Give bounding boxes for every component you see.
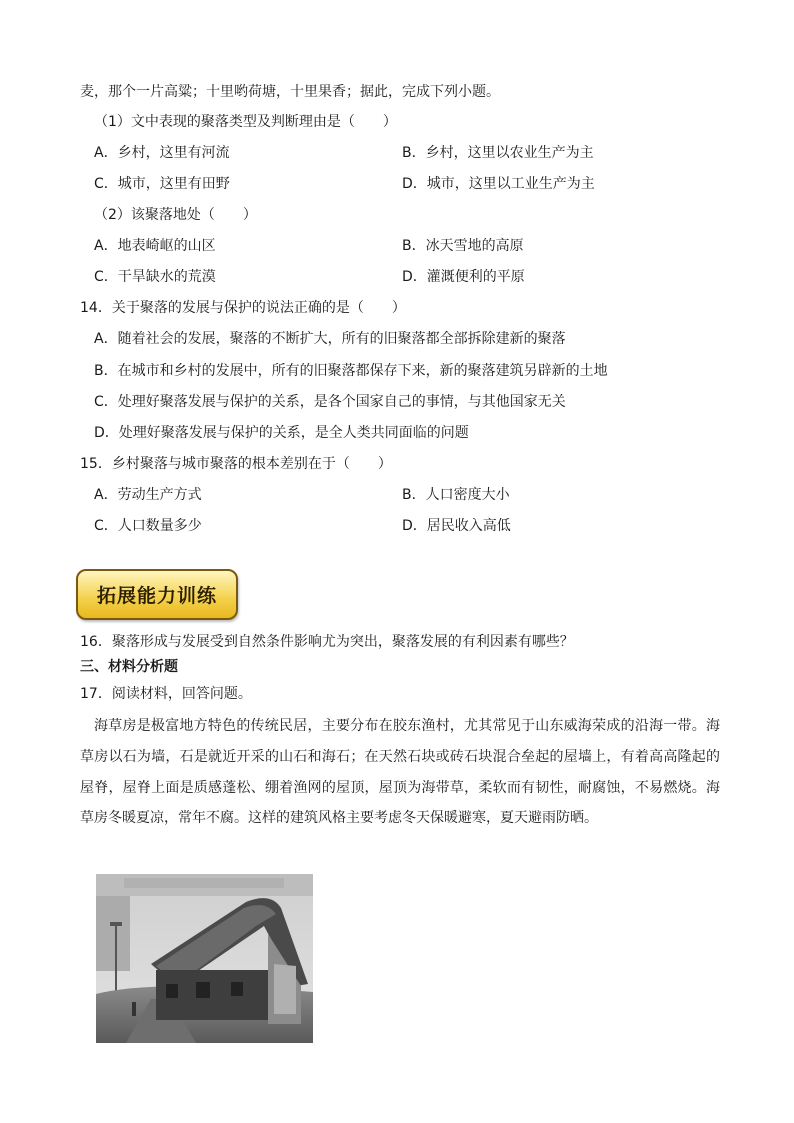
section-badge	[76, 569, 238, 620]
option-13-2-a: A．地表崎岖的山区	[94, 238, 216, 254]
option-14-d: D．处理好聚落发展与保护的关系，是全人类共同面临的问题	[94, 425, 469, 441]
option-13-1-c: C．城市，这里有田野	[94, 176, 230, 192]
seaweed-house-photo	[96, 874, 313, 1043]
question-14: 14．关于聚落的发展与保护的说法正确的是（ ）	[80, 300, 406, 316]
option-14-b: B．在城市和乡村的发展中，所有的旧聚落都保存下来，新的聚落建筑另辟新的土地	[94, 363, 608, 379]
question-15: 15．乡村聚落与城市聚落的根本差别在于（ ）	[80, 456, 392, 472]
option-14-c: C．处理好聚落发展与保护的关系，是各个国家自己的事情，与其他国家无关	[94, 394, 566, 410]
question-16: 16．聚落形成与发展受到自然条件影响尤为突出，聚落发展的有利因素有哪些？	[80, 634, 574, 650]
option-13-2-b: B．冰天雪地的高原	[402, 238, 524, 254]
option-13-2-c: C．干旱缺水的荒漠	[94, 269, 216, 285]
option-15-c: C．人口数量多少	[94, 518, 202, 534]
material-paragraph: 海草房是极富地方特色的传统民居，主要分布在胶东渔村，尤其常见于山东威海荣成的沿海一带。海草房以石为墙，石是就近开采的山石和海石；在天然石块或砖石块混合垒起的屋墙上，有着高高隆起的屋脊，屋脊上面是质感蓬松、绷着渔网的屋顶，屋顶为海带草，柔软而有韧性，耐腐蚀，不易燃烧。海草房冬暖夏凉，常年不腐。这样的建筑风格主要考虑冬天保暖避寒，夏天避雨防晒。	[80, 718, 720, 827]
option-15-a: A．劳动生产方式	[94, 487, 202, 503]
option-15-d: D．居民收入高低	[402, 518, 511, 534]
option-14-a: A．随着社会的发展，聚落的不断扩大，所有的旧聚落都全部拆除建新的聚落	[94, 331, 566, 347]
question-17: 17．阅读材料，回答问题。	[80, 686, 252, 702]
question-13-1: （1）文中表现的聚落类型及判断理由是（ ）	[94, 114, 397, 130]
section-3-heading: 三、材料分析题	[80, 659, 178, 675]
option-13-1-a: A．乡村，这里有河流	[94, 145, 230, 161]
option-15-b: B．人口密度大小	[402, 487, 510, 503]
section-badge-label: 拓展能力训练	[96, 585, 217, 607]
option-13-1-d: D．城市，这里以工业生产为主	[402, 176, 595, 192]
intro-line: 麦，那个一片高粱；十里哟荷塘，十里果香；据此，完成下列小题。	[80, 84, 500, 100]
question-13-2: （2）该聚落地处（ ）	[94, 207, 257, 223]
option-13-1-b: B．乡村，这里以农业生产为主	[402, 145, 594, 161]
option-13-2-d: D．灌溉便利的平原	[402, 269, 525, 285]
